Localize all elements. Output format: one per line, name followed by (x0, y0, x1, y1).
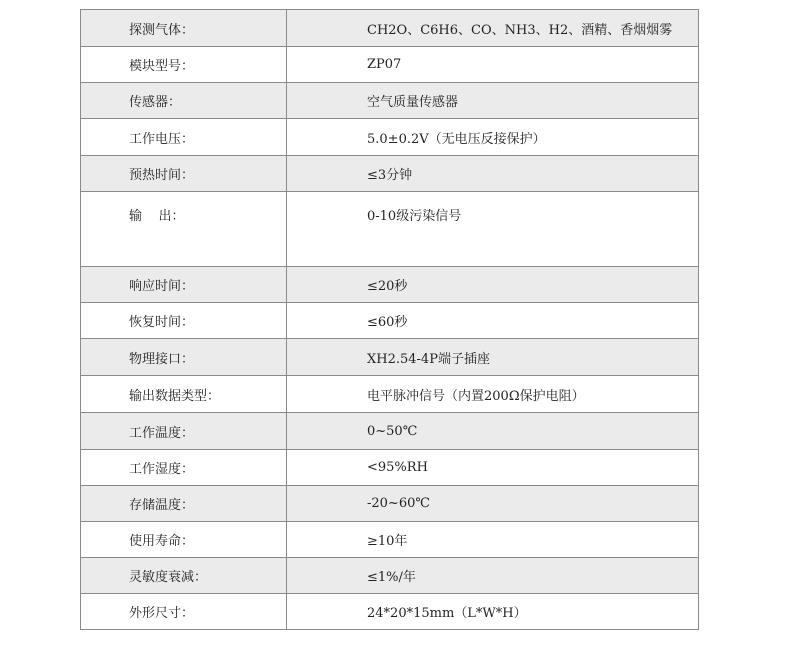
row-label: 恢复时间： (81, 303, 287, 339)
row-value: 24*20*15mm（L*W*H） (287, 594, 699, 630)
row-label: 物理接口： (81, 339, 287, 376)
table-row (81, 522, 699, 558)
table-row (81, 119, 699, 156)
table-row (81, 156, 699, 192)
row-label: 响应时间： (81, 267, 287, 303)
row-value: ≤3分钟 (287, 156, 699, 192)
row-label: 工作温度： (81, 413, 287, 450)
row-value: -20~60℃ (287, 486, 699, 522)
row-value: 0~50℃ (287, 413, 699, 450)
row-value: 0-10级污染信号 (287, 192, 699, 267)
table-row (81, 10, 699, 47)
row-value: XH2.54-4P端子插座 (287, 339, 699, 376)
row-label: 传感器： (81, 83, 287, 119)
table-row (81, 303, 699, 339)
row-value: ≤20秒 (287, 267, 699, 303)
row-label: 预热时间： (81, 156, 287, 192)
row-label: 外形尺寸： (81, 594, 287, 630)
table-row (81, 376, 699, 413)
row-value: CH2O、C6H6、CO、NH3、H2、酒精、香烟烟雾 (287, 10, 699, 47)
table-row (81, 192, 699, 267)
row-value: <95%RH (287, 450, 699, 486)
row-value: ≤60秒 (287, 303, 699, 339)
table-row (81, 594, 699, 630)
row-label: 探测气体： (81, 10, 287, 47)
table-row (81, 558, 699, 594)
row-label: 灵敏度衰减： (81, 558, 287, 594)
row-value: ≥10年 (287, 522, 699, 558)
row-label: 工作电压： (81, 119, 287, 156)
row-value: ZP07 (287, 47, 699, 83)
row-value: 电平脉冲信号（内置200Ω保护电阻） (287, 376, 699, 413)
row-label: 使用寿命： (81, 522, 287, 558)
table-row (81, 339, 699, 376)
row-label: 工作湿度： (81, 450, 287, 486)
row-label: 输出数据类型： (81, 376, 287, 413)
table-row (81, 83, 699, 119)
table-row (81, 413, 699, 450)
table-row (81, 450, 699, 486)
table-row (81, 47, 699, 83)
row-label: 模块型号： (81, 47, 287, 83)
table-row (81, 486, 699, 522)
row-value: 5.0±0.2V（无电压反接保护） (287, 119, 699, 156)
row-value: ≤1%/年 (287, 558, 699, 594)
row-label: 存储温度： (81, 486, 287, 522)
row-label: 输 出： (81, 192, 287, 267)
row-value: 空气质量传感器 (287, 83, 699, 119)
spec-table (80, 9, 699, 630)
table-row (81, 267, 699, 303)
